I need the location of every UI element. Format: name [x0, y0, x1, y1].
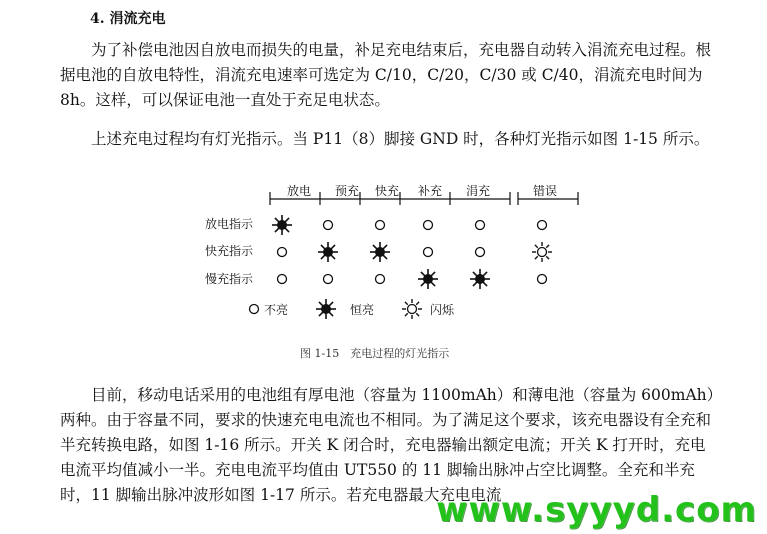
indicator-off-icon: [324, 221, 333, 230]
phase-label-topoff: 补充: [418, 184, 443, 198]
indicator-off-icon: [278, 275, 287, 284]
row-label-fastcharge: 快充指示: [205, 244, 254, 258]
indicator-off-icon: [376, 275, 385, 284]
phase-label-precharge: 预充: [335, 184, 360, 198]
figure-light-indication: [190, 178, 600, 368]
paragraph-light-indication: 上述充电过程均有灯光指示。当 P11（8）脚接 GND 时，各种灯光指示如图 1-15 所示。: [91, 130, 710, 148]
paragraph-trickle-charge: 为了补偿电池因自放电而损失的电量，补足充电结束后，充电器自动转入涓流充电过程。根据电池的自放电特性，涓流充电速率可选定为 C/10，C/20，C/30 或 C/40，涓流充电时间为 8h。这样，可以保证电池一直处于充足电状态。: [60, 41, 712, 109]
legend-label-blink: 闪烁: [430, 303, 455, 317]
indicator-off-icon: [376, 221, 385, 230]
row-label-discharge: 放电指示: [205, 217, 254, 231]
indicator-off-icon: [476, 221, 485, 230]
indicator-off-icon: [278, 248, 287, 257]
indicator-off-icon: [538, 221, 547, 230]
indicator-on-icon: [370, 242, 390, 262]
watermark-logo: www.syyyd.com: [436, 490, 757, 530]
phase-label-fastcharge: 快充: [375, 184, 400, 198]
legend-label-off: 不亮: [264, 303, 289, 317]
indicator-off-icon: [538, 275, 547, 284]
legend-blink-icon: [402, 299, 422, 319]
indicator-on-icon: [318, 242, 338, 262]
indicator-off-icon: [476, 248, 485, 257]
phase-label-discharge: 放电: [287, 184, 312, 198]
phase-label-trickle: 涓充: [466, 184, 491, 198]
figure-caption: 图 1-15 充电过程的灯光指示: [300, 347, 450, 360]
indicator-off-icon: [424, 221, 433, 230]
paragraph-battery-capacity: 目前，移动电话采用的电池组有厚电池（容量为 1100mAh）和薄电池（容量为 600mAh）两种。由于容量不同，要求的快速充电电流也不相同。为了满足这个要求，该充电器设有全充和半充转换电路，如图 1-16 所示。开关 K 闭合时，充电器输出额定电流；开关 K 打开时，充电电流平均值减小一半。充电电流平均值由 UT550 的 11 脚输出脉冲占空比调整。全充和半充时，11 脚输出脉冲波形如图 1-17 所示。若充电器最大充电电流: [60, 386, 715, 504]
indicator-off-icon: [424, 248, 433, 257]
phase-label-error: 错误: [533, 184, 558, 198]
section-heading: 4. 涓流充电: [90, 11, 166, 27]
indicator-off-icon: [324, 275, 333, 284]
row-label-slowcharge: 慢充指示: [205, 272, 254, 286]
legend-on-icon: [316, 299, 336, 319]
indicator-on-icon: [418, 269, 438, 289]
indicator-blink-icon: [532, 242, 552, 262]
legend-off-icon: [250, 305, 259, 314]
indicator-on-icon: [470, 269, 490, 289]
legend-label-on: 恒亮: [350, 303, 375, 317]
indicator-on-icon: [272, 215, 292, 235]
